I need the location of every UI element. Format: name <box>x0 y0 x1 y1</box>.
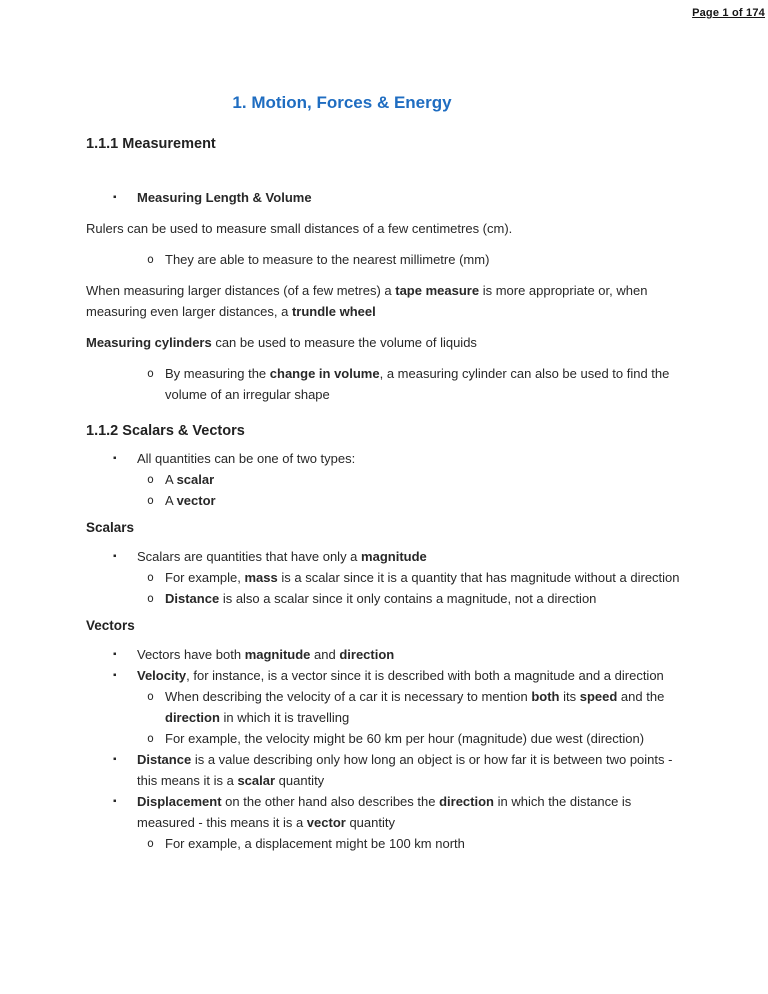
text-run: A <box>165 493 177 508</box>
text-run: tape measure <box>395 283 480 298</box>
list-item <box>86 249 690 270</box>
text-run: Velocity <box>137 668 187 683</box>
bullet-marker-icon: ▪ <box>113 649 117 660</box>
text-run: They are able to measure to the nearest millimetre (mm) <box>165 252 490 267</box>
text-run: Distance <box>137 752 192 767</box>
sub-bullet-marker-icon: o <box>147 366 154 380</box>
list-item <box>86 363 690 405</box>
text-run: For example, a displacement might be 100 km north <box>165 836 465 851</box>
list-item <box>86 833 690 854</box>
list-item <box>86 469 690 490</box>
text-run: direction <box>165 710 220 725</box>
text-run: vector <box>176 493 216 508</box>
sub-bullet-marker-icon: o <box>147 731 154 745</box>
sub-bullet-marker-icon: o <box>147 493 154 507</box>
sub-bullet-marker-icon: o <box>147 591 154 605</box>
list-item <box>86 490 690 511</box>
list-item <box>86 644 690 665</box>
list-item <box>86 567 690 588</box>
bullet-marker-icon: ▪ <box>113 551 117 562</box>
text-run: and <box>310 647 340 662</box>
text-run: speed <box>579 689 618 704</box>
text-run: Vectors have both <box>137 647 245 662</box>
text-run: For example, the velocity might be 60 km per hour (magnitude) due west (direction) <box>165 731 645 746</box>
text-run: All quantities can be one of two types: <box>137 451 356 466</box>
text-run: direction <box>339 647 395 662</box>
paragraph <box>86 218 690 239</box>
text-run: on the other hand also describes the <box>221 794 440 809</box>
bullet-marker-icon: ▪ <box>113 670 117 681</box>
document-body <box>86 134 690 854</box>
list-item <box>86 728 690 749</box>
text-run: A <box>165 472 177 487</box>
text-run: both <box>531 689 560 704</box>
text-run: mass <box>244 570 278 585</box>
text-run: trundle wheel <box>291 304 376 319</box>
bullet-marker-icon: ▪ <box>113 192 117 203</box>
text-run: scalar <box>176 472 215 487</box>
text-run: Scalars are quantities that have only a <box>137 549 362 564</box>
text-run: Measuring cylinders <box>86 335 212 350</box>
sub-bullet-marker-icon: o <box>147 570 154 584</box>
sub-bullet-marker-icon: o <box>147 836 154 850</box>
list-item <box>86 749 690 791</box>
text-run: is a value describing only how long an object is or how far it is between two points - this means it is a <box>137 752 673 788</box>
list-item <box>86 588 690 609</box>
text-run: is more appropriate or, when measuring even larger distances, a <box>86 283 648 319</box>
sub-bullet-marker-icon: o <box>147 252 154 266</box>
text-run: in which the distance is measured - this means it is a <box>137 794 632 830</box>
text-run: , a measuring cylinder can also be used to find the volume of an irregular shape <box>165 366 670 402</box>
text-run: scalar <box>237 773 276 788</box>
text-run: quantity <box>275 773 325 788</box>
text-run: Measuring Length & Volume <box>137 190 312 205</box>
paragraph <box>86 332 690 353</box>
text-run: vector <box>306 815 346 830</box>
text-run: is also a scalar since it only contains a magnitude, not a direction <box>219 591 597 606</box>
list-item <box>86 791 690 833</box>
text-run: magnitude <box>244 647 311 662</box>
page-number: Page 1 of 174 <box>692 7 765 19</box>
document-title: 1. Motion, Forces & Energy <box>232 93 452 112</box>
text-run: in which it is travelling <box>219 710 350 725</box>
text-run: Vectors <box>86 618 135 633</box>
text-run: direction <box>439 794 494 809</box>
text-run: change in volume <box>269 366 380 381</box>
list-item <box>86 187 690 208</box>
text-run: By measuring the <box>165 366 270 381</box>
list-item <box>86 686 690 728</box>
text-run: 1.1.2 Scalars & Vectors <box>86 423 245 439</box>
paragraph <box>86 280 690 322</box>
text-run: is a scalar since it is a quantity that has magnitude without a direction <box>277 570 680 585</box>
list-item <box>86 665 690 686</box>
section-heading <box>86 421 690 442</box>
text-run: and the <box>617 689 665 704</box>
list-item <box>86 448 690 469</box>
text-run: quantity <box>345 815 395 830</box>
bullet-marker-icon: ▪ <box>113 796 117 807</box>
text-run: , for instance, is a vector since it is described with both a magnitude and a direction <box>186 668 664 683</box>
sub-heading <box>86 517 690 538</box>
bullet-marker-icon: ▪ <box>113 754 117 765</box>
text-run: Displacement <box>137 794 222 809</box>
text-run: Scalars <box>86 520 135 535</box>
page-header <box>692 3 765 21</box>
sub-bullet-marker-icon: o <box>147 472 154 486</box>
text-run: For example, <box>165 570 245 585</box>
sub-bullet-marker-icon: o <box>147 689 154 703</box>
text-run: When describing the velocity of a car it is necessary to mention <box>165 689 532 704</box>
section-heading <box>86 134 690 155</box>
text-run: When measuring larger distances (of a few metres) a <box>86 283 396 298</box>
blank-line <box>86 161 690 177</box>
text-run: Distance <box>165 591 220 606</box>
text-run: its <box>559 689 580 704</box>
bullet-marker-icon: ▪ <box>113 453 117 464</box>
list-item <box>86 546 690 567</box>
text-run: can be used to measure the volume of liquids <box>211 335 477 350</box>
text-run: Rulers can be used to measure small distances of a few centimetres (cm). <box>86 221 513 236</box>
sub-heading <box>86 615 690 636</box>
text-run: magnitude <box>361 549 427 564</box>
text-run: 1.1.1 Measurement <box>86 136 216 152</box>
